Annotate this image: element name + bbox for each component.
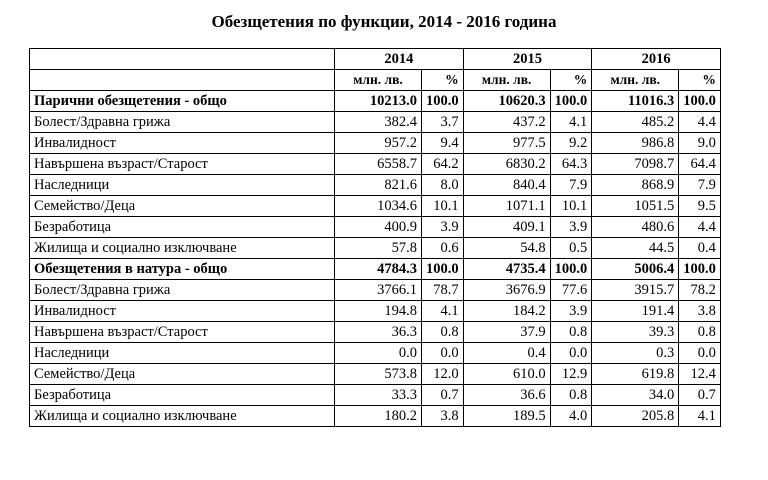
percent-cell: 0.0: [550, 343, 592, 364]
value-cell: 184.2: [463, 301, 550, 322]
table-row: [30, 406, 721, 427]
unit-header-row: [30, 70, 721, 91]
unit-header-value: млн. лв.: [592, 70, 679, 91]
row-label: Обезщетения в натура - общо: [30, 259, 335, 280]
value-cell: 33.3: [335, 385, 422, 406]
percent-cell: 3.9: [422, 217, 464, 238]
table-row: [30, 343, 721, 364]
page-title: Обезщетения по функции, 2014 - 2016 година: [211, 12, 557, 31]
value-cell: 619.8: [592, 364, 679, 385]
value-cell: 34.0: [592, 385, 679, 406]
value-cell: 610.0: [463, 364, 550, 385]
percent-cell: 100.0: [550, 91, 592, 112]
percent-cell: 100.0: [679, 259, 721, 280]
percent-cell: 78.7: [422, 280, 464, 301]
value-cell: 4735.4: [463, 259, 550, 280]
year-header-row: [30, 49, 721, 70]
percent-cell: 4.0: [550, 406, 592, 427]
value-cell: 44.5: [592, 238, 679, 259]
percent-cell: 4.4: [679, 112, 721, 133]
value-cell: 957.2: [335, 133, 422, 154]
percent-cell: 3.9: [550, 301, 592, 322]
value-cell: 1071.1: [463, 196, 550, 217]
percent-cell: 4.1: [550, 112, 592, 133]
value-cell: 57.8: [335, 238, 422, 259]
percent-cell: 0.0: [422, 343, 464, 364]
value-cell: 3676.9: [463, 280, 550, 301]
value-cell: 6830.2: [463, 154, 550, 175]
value-cell: 573.8: [335, 364, 422, 385]
value-cell: 0.3: [592, 343, 679, 364]
row-label: Парични обезщетения - общо: [30, 91, 335, 112]
percent-cell: 7.9: [550, 175, 592, 196]
value-cell: 205.8: [592, 406, 679, 427]
table-row: [30, 280, 721, 301]
table-row: [30, 154, 721, 175]
table-row: [30, 217, 721, 238]
percent-cell: 0.6: [422, 238, 464, 259]
value-cell: 0.4: [463, 343, 550, 364]
percent-cell: 100.0: [679, 91, 721, 112]
row-label: Жилища и социално изключване: [30, 406, 335, 427]
percent-cell: 0.8: [679, 322, 721, 343]
row-label: Болест/Здравна грижа: [30, 280, 335, 301]
percent-cell: 0.8: [550, 322, 592, 343]
value-cell: 3915.7: [592, 280, 679, 301]
value-cell: 54.8: [463, 238, 550, 259]
value-cell: 409.1: [463, 217, 550, 238]
value-cell: 840.4: [463, 175, 550, 196]
row-label: Болест/Здравна грижа: [30, 112, 335, 133]
row-label: Инвалидност: [30, 301, 335, 322]
row-label: Наследници: [30, 343, 335, 364]
value-cell: 480.6: [592, 217, 679, 238]
row-label: Наследници: [30, 175, 335, 196]
table-body: [30, 49, 721, 427]
percent-cell: 10.1: [550, 196, 592, 217]
value-cell: 6558.7: [335, 154, 422, 175]
header-empty-cell: [30, 70, 335, 91]
table-row: [30, 322, 721, 343]
percent-cell: 0.7: [679, 385, 721, 406]
year-header-2016: 2016: [592, 49, 721, 70]
value-cell: 36.3: [335, 322, 422, 343]
header-empty-cell: [30, 49, 335, 70]
unit-header-value: млн. лв.: [335, 70, 422, 91]
value-cell: 977.5: [463, 133, 550, 154]
percent-cell: 100.0: [422, 91, 464, 112]
value-cell: 39.3: [592, 322, 679, 343]
percent-cell: 12.9: [550, 364, 592, 385]
value-cell: 485.2: [592, 112, 679, 133]
percent-cell: 0.7: [422, 385, 464, 406]
value-cell: 194.8: [335, 301, 422, 322]
percent-cell: 64.2: [422, 154, 464, 175]
unit-header-percent: %: [550, 70, 592, 91]
percent-cell: 77.6: [550, 280, 592, 301]
percent-cell: 78.2: [679, 280, 721, 301]
table-row: [30, 364, 721, 385]
percent-cell: 4.1: [422, 301, 464, 322]
table-row: [30, 175, 721, 196]
value-cell: 4784.3: [335, 259, 422, 280]
table-row: [30, 385, 721, 406]
table-row: [30, 301, 721, 322]
percent-cell: 7.9: [679, 175, 721, 196]
value-cell: 36.6: [463, 385, 550, 406]
percent-cell: 100.0: [550, 259, 592, 280]
percent-cell: 4.4: [679, 217, 721, 238]
percent-cell: 3.8: [679, 301, 721, 322]
value-cell: 11016.3: [592, 91, 679, 112]
percent-cell: 3.8: [422, 406, 464, 427]
value-cell: 400.9: [335, 217, 422, 238]
table-total-row: [30, 91, 721, 112]
table-total-row: [30, 259, 721, 280]
table-row: [30, 196, 721, 217]
percent-cell: 9.0: [679, 133, 721, 154]
value-cell: 0.0: [335, 343, 422, 364]
percent-cell: 12.4: [679, 364, 721, 385]
value-cell: 3766.1: [335, 280, 422, 301]
row-label: Безработица: [30, 217, 335, 238]
value-cell: 1051.5: [592, 196, 679, 217]
value-cell: 10213.0: [335, 91, 422, 112]
percent-cell: 8.0: [422, 175, 464, 196]
value-cell: 821.6: [335, 175, 422, 196]
percent-cell: 3.7: [422, 112, 464, 133]
value-cell: 986.8: [592, 133, 679, 154]
row-label: Семейство/Деца: [30, 196, 335, 217]
value-cell: 1034.6: [335, 196, 422, 217]
table-row: [30, 112, 721, 133]
percent-cell: 0.5: [550, 238, 592, 259]
value-cell: 10620.3: [463, 91, 550, 112]
value-cell: 180.2: [335, 406, 422, 427]
percent-cell: 0.0: [679, 343, 721, 364]
value-cell: 437.2: [463, 112, 550, 133]
year-header-2014: 2014: [335, 49, 464, 70]
row-label: Семейство/Деца: [30, 364, 335, 385]
row-label: Инвалидност: [30, 133, 335, 154]
row-label: Жилища и социално изключване: [30, 238, 335, 259]
table-row: [30, 133, 721, 154]
value-cell: 189.5: [463, 406, 550, 427]
row-label: Безработица: [30, 385, 335, 406]
unit-header-percent: %: [422, 70, 464, 91]
percent-cell: 64.4: [679, 154, 721, 175]
percent-cell: 0.8: [422, 322, 464, 343]
value-cell: 382.4: [335, 112, 422, 133]
row-label: Навършена възраст/Старост: [30, 322, 335, 343]
percent-cell: 10.1: [422, 196, 464, 217]
value-cell: 7098.7: [592, 154, 679, 175]
percent-cell: 0.4: [679, 238, 721, 259]
unit-header-value: млн. лв.: [463, 70, 550, 91]
year-header-2015: 2015: [463, 49, 592, 70]
percent-cell: 4.1: [679, 406, 721, 427]
value-cell: 191.4: [592, 301, 679, 322]
percent-cell: 64.3: [550, 154, 592, 175]
percent-cell: 3.9: [550, 217, 592, 238]
table-row: [30, 238, 721, 259]
value-cell: 5006.4: [592, 259, 679, 280]
percent-cell: 9.2: [550, 133, 592, 154]
percent-cell: 9.4: [422, 133, 464, 154]
percent-cell: 9.5: [679, 196, 721, 217]
row-label: Навършена възраст/Старост: [30, 154, 335, 175]
percent-cell: 0.8: [550, 385, 592, 406]
unit-header-percent: %: [679, 70, 721, 91]
percent-cell: 100.0: [422, 259, 464, 280]
percent-cell: 12.0: [422, 364, 464, 385]
benefits-table: [29, 48, 721, 427]
value-cell: 37.9: [463, 322, 550, 343]
value-cell: 868.9: [592, 175, 679, 196]
